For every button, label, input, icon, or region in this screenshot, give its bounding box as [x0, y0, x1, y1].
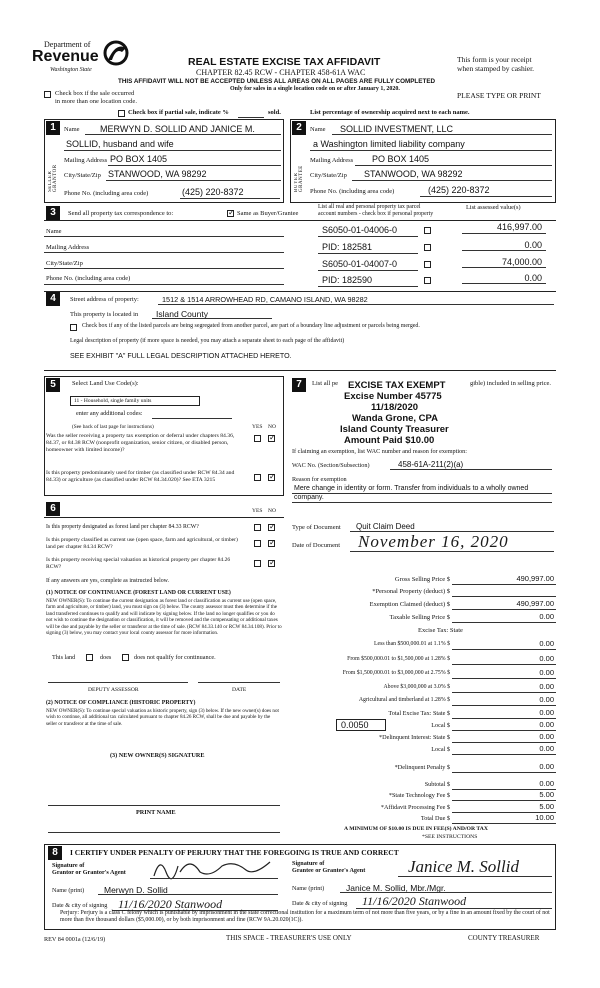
stamp-line: Island County Treasurer [340, 424, 449, 435]
dept-label: Department of [44, 40, 91, 49]
current-use-question: Is this property classified as current use (open space, farm and agricultural, or timber) land per chapter 84.34 RCW? [46, 537, 238, 550]
tax-row-label: *Delinquent Penalty $ [394, 764, 450, 771]
buyer-city-field[interactable]: STANWOOD, WA 98292 [364, 169, 463, 179]
section-8-number: 8 [48, 846, 62, 860]
buyer-name-field[interactable]: SOLLID INVESTMENT, LLC [340, 124, 454, 134]
current-use-no-checkbox[interactable] [268, 540, 275, 547]
s3-name-label: Name [46, 228, 62, 235]
parcel-id[interactable]: S6050-01-04007-0 [322, 259, 398, 269]
grantee-name-field[interactable]: Janice M. Sollid, Mbr./Mgr. [346, 883, 446, 893]
tax-row-label: From $500,000.01 to $1,500,000 at 1.28% $ [347, 656, 450, 662]
tax-row-value[interactable]: 490,997.00 [516, 574, 554, 583]
additional-codes-label: enter any additional codes: [76, 410, 143, 417]
forest-no-checkbox[interactable] [268, 524, 275, 531]
grantee-name-label: Name (print) [292, 885, 325, 892]
minimum-due-label: A MINIMUM OF $10.00 IS DUE IN FEE(S) AND/OR TAX [344, 826, 488, 832]
tax-row-value[interactable]: 0.00 [539, 732, 554, 741]
form-title: REAL ESTATE EXCISE TAX AFFIDAVIT [188, 56, 381, 68]
tax-row-value[interactable]: 0.00 [539, 612, 554, 621]
segregation-checkbox[interactable] [70, 324, 77, 331]
personal-property-checkbox[interactable] [424, 277, 431, 284]
doc-type-field[interactable]: Quit Claim Deed [356, 522, 415, 531]
parcel-id[interactable]: PID: 182590 [322, 275, 373, 285]
list-all-tail: gible) included in selling price. [470, 380, 552, 387]
local-label: Local $ [431, 722, 450, 729]
s1-phone-label: Phone No. (including area code) [64, 190, 149, 197]
tax-row-label: Taxable Selling Price $ [389, 614, 450, 621]
partial-sale-checkbox[interactable] [118, 110, 125, 117]
washington-state-label: Washington State [50, 67, 92, 73]
s2-mail-label: Mailing Address [310, 157, 354, 164]
partial-sale-label: Check box if partial sale, indicate % [128, 109, 229, 116]
s1-name-label: Name [64, 126, 80, 133]
tax-row-value[interactable]: 0.00 [539, 695, 554, 704]
tax-row-value[interactable]: 5.00 [539, 790, 554, 799]
exemption-question: Was the seller receiving a property tax exemption or deferral under chapters 84.36, 84.37, or 84.38 RCW (nonprofit organization, senior citizen, or disabled person, homeowner with limited income)? [46, 433, 235, 453]
revenue-wordmark: Revenue [32, 48, 99, 65]
buyer-grantee-label: BUYER GRANTEE [294, 165, 304, 192]
land-use-label: Select Land Use Code(s): [72, 380, 139, 387]
historic-yes-checkbox[interactable] [254, 560, 261, 567]
assessed-value[interactable]: 416,997.00 [496, 222, 542, 232]
type-print-note: PLEASE TYPE OR PRINT [457, 91, 541, 100]
send-correspondence-label: Send all property tax correspondence to: [68, 210, 174, 217]
doc-type-label: Type of Document [292, 524, 341, 531]
form-warning: THIS AFFIDAVIT WILL NOT BE ACCEPTED UNLESS ALL AREAS ON ALL PAGES ARE FULLY COMPLETED [118, 78, 436, 85]
grantee-sig-label: Signature of Grantee or Grantee's Agent [292, 860, 366, 874]
does-not-checkbox[interactable] [122, 654, 129, 661]
section-3-number: 3 [46, 206, 60, 220]
q1-no-checkbox[interactable] [268, 435, 275, 442]
parcel-id[interactable]: S6050-01-04006-0 [322, 225, 398, 235]
personal-property-checkbox[interactable] [424, 261, 431, 268]
sold-label: sold. [268, 109, 281, 116]
segregation-label: Check box if any of the listed parcels are being segregated from another parcel, are part of a boundary line adjustment or parcels being merged. [82, 323, 420, 329]
deputy-assessor-label: DEPUTY ASSESSOR [88, 687, 139, 693]
tax-row-value[interactable]: 10.00 [535, 813, 554, 822]
parcel-id[interactable]: PID: 182581 [322, 242, 373, 252]
see-instructions-label: *SEE INSTRUCTIONS [422, 834, 478, 840]
wac-label: WAC No. (Section/Subsection) [292, 462, 370, 469]
tax-row-value[interactable]: 0.00 [539, 779, 554, 788]
s2-name-label: Name [310, 126, 326, 133]
ownership-pct-label: List percentage of ownership acquired next to each name. [310, 109, 470, 116]
tax-row-value[interactable]: 490,997.00 [516, 599, 554, 608]
tax-row-label: From $1,500,000.01 to $3,000,000 at 2.75% $ [342, 670, 450, 676]
land-use-value: 11 - Household, single family units [74, 398, 152, 404]
forest-yes-checkbox[interactable] [254, 524, 261, 531]
revenue-logo-icon [102, 40, 130, 66]
receipt-note: This form is your receipt when stamped by cashier. [457, 55, 535, 73]
seller-name2-field[interactable]: SOLLID, husband and wife [66, 139, 174, 149]
this-land-label: This land [52, 654, 76, 661]
section-6-number: 6 [46, 502, 60, 516]
section-1-number: 1 [46, 121, 60, 135]
tax-row-value[interactable]: 0.00 [539, 654, 554, 663]
wac-field[interactable]: 458-61A-211(2)(a) [398, 460, 464, 469]
local-rate-value: 0.0050 [341, 720, 369, 730]
stamp-line: 11/18/2020 [371, 402, 419, 413]
street-field[interactable]: 1512 & 1514 ARROWHEAD RD, CAMANO ISLAND, WA 98282 [162, 295, 368, 304]
historic-no-checkbox[interactable] [268, 560, 275, 567]
current-use-yes-checkbox[interactable] [254, 540, 261, 547]
historic-question: Is this property receiving special valuation as historical property per chapter 84.26 RCW? [46, 557, 231, 570]
grantor-name-label: Name (print) [52, 887, 85, 894]
list-all-label: List all pe [312, 380, 338, 387]
stamp-line: Amount Paid $10.00 [344, 435, 435, 446]
revenue-logo [32, 40, 132, 80]
seller-grantor-label: SELLER GRANTOR [48, 164, 58, 192]
seller-phone-field[interactable]: (425) 220-8372 [182, 187, 244, 197]
seller-name-field[interactable]: MERWYN D. SOLLID AND JANICE M. [100, 124, 255, 134]
form-chapter: CHAPTER 82.45 RCW - CHAPTER 458-61A WAC [196, 68, 366, 77]
personal-property-checkbox[interactable] [424, 244, 431, 251]
s1-mail-label: Mailing Address [64, 157, 108, 164]
q2-no-checkbox[interactable] [268, 474, 275, 481]
s6-no-header: NO [268, 508, 276, 514]
local-rate-box[interactable] [336, 719, 386, 731]
s3-mail-label: Mailing Address [46, 244, 90, 251]
grantee-date-label: Date & city of signing [292, 900, 348, 907]
stamp-line: Excise Number 45775 [344, 391, 442, 402]
does-label: does [100, 654, 112, 661]
timber-question: Is this property predominately used for timber (as classified under RCW 84.34 and 84.33) or agriculture (as classified under RCW 84.34.020)? See ETA 3215 [46, 470, 235, 483]
grantee-signature[interactable]: Janice M. Sollid [408, 857, 519, 876]
tax-row-label: *Personal Property (deduct) $ [372, 588, 450, 595]
if-yes-label: If any answers are yes, complete as instructed below. [46, 578, 169, 584]
tax-row-value[interactable]: 0.00 [539, 744, 554, 753]
tax-row-value[interactable]: 0.00 [539, 708, 554, 717]
tax-row-value[interactable]: 0.00 [539, 668, 554, 677]
tax-row-label: Agricultural and timberland at 1.28% $ [358, 697, 450, 703]
tax-row-label: Total Excise Tax: State $ [388, 710, 450, 717]
local-value[interactable]: 0.00 [539, 720, 554, 729]
buyer-mail-field[interactable]: PO BOX 1405 [372, 154, 430, 164]
assessed-value[interactable]: 74,000.00 [501, 257, 542, 267]
s3-city-label: City/State/Zip [46, 260, 83, 267]
tax-row-value[interactable]: 0.00 [539, 639, 554, 648]
treasurer-use-label: THIS SPACE - TREASURER'S USE ONLY [226, 934, 352, 942]
personal-property-checkbox[interactable] [424, 227, 431, 234]
assessed-value[interactable]: 0.00 [524, 240, 542, 250]
assessed-header: List assessed value(s) [466, 204, 521, 211]
notice-compliance-text: NEW OWNER(S): To continue special valuation as historic property, sign (3) below. If the new owner(s) does not wish to continue, all additional tax calculated pursuant to chapter 84.26 RCW, shall be due and payable by the seller or transferor at the time of sale. [46, 708, 279, 727]
reason-field[interactable]: Mere change in identity or form. Transfer from individuals to a wholly owned company. [294, 485, 529, 501]
street-label: Street address of property: [70, 296, 139, 303]
seller-city-field[interactable]: STANWOOD, WA 98292 [108, 169, 207, 179]
s3-phone-label: Phone No. (including area code) [46, 275, 131, 282]
legal-desc-field[interactable]: SEE EXHIBIT "A" FULL LEGAL DESCRIPTION ATTACHED HERETO. [70, 352, 292, 360]
tax-row-label: Less than $500,000.01 at 1.1% $ [374, 641, 450, 647]
grantor-date-field[interactable]: 11/16/2020 Stanwood [118, 897, 223, 911]
doc-date-label: Date of Document [292, 542, 341, 549]
buyer-phone-field[interactable]: (425) 220-8372 [428, 185, 490, 195]
rev-code: REV 84 0001a (12/6/19) [44, 936, 106, 943]
tax-row-value[interactable]: 0.00 [539, 682, 554, 691]
assessed-value[interactable]: 0.00 [524, 273, 542, 283]
tax-row-label: Excise Tax: State [418, 627, 463, 634]
s5-no-header: NO [268, 424, 276, 430]
legal-desc-label: Legal description of property (if more space is needed, you may attach a separate sheet to each page of the affidavit) [70, 338, 345, 344]
land-use-select[interactable] [70, 396, 200, 406]
tax-row-label: *Delinquent Interest: State $ [379, 734, 450, 741]
perjury-text: Perjury: Perjury is a class C felony which is punishable by imprisonment in the state correctional institution for a maximum term of not more than five years, or by a fine in an amount fixed by the court of not more than five thousand dollars ($5,000.00), or by both imprisonment and fine (RCW 9A.20.020(1C)). [60, 910, 550, 924]
multi-location-label: Check box if the sale occurred in more than one location code. [55, 90, 137, 105]
doc-date-field[interactable]: November 16, 2020 [358, 532, 509, 551]
tax-row-label: *Affidavit Processing Fee $ [380, 804, 450, 811]
s5-yes-header: YES [252, 424, 263, 430]
print-name-label: PRINT NAME [136, 809, 176, 816]
form-only-for: Only for sales in a single location code on or after January 1, 2020. [230, 86, 400, 92]
tax-row-label: Exemption Claimed (deduct) $ [369, 601, 450, 608]
multi-location-checkbox[interactable] [44, 91, 51, 98]
section-2-number: 2 [292, 121, 306, 135]
section-4-number: 4 [46, 292, 60, 306]
stamp-line: EXCISE TAX EXEMPT [348, 380, 446, 391]
s1-city-label: City/State/Zip [64, 172, 101, 179]
tax-row-value[interactable]: 0.00 [539, 762, 554, 771]
q1-yes-checkbox[interactable] [254, 435, 261, 442]
notice-continuance-title: (1) NOTICE OF CONTINUANCE (FOREST LAND OR CURRENT USE) [46, 590, 231, 596]
q2-yes-checkbox[interactable] [254, 474, 261, 481]
notice-continuance-text: NEW OWNER(S): To continue the current designation as forest land or classification as current use (open space, farm and agriculture, or timber) land, you must sign on (3) below. The county assessor must then determine if the land transferred continues to qualify and will indicate by signing below. If the land no longer qualifies or you do not wish to continue the designation or classification, it will be removed and the compensating or additional taxes will be due and payable by the seller or transferor at the time of sale. (RCW 84.33.140 or RCW 84.34.108). Prior to signing (3) below, you may contact your local county assessor for more information. [46, 598, 282, 637]
county-field[interactable]: Island County [156, 309, 208, 319]
does-not-label: does not qualify for continuance. [134, 654, 216, 661]
see-back-label: (See back of last page for instructions) [72, 424, 154, 430]
s6-yes-header: YES [252, 508, 263, 514]
tax-row-label: *State Technology Fee $ [388, 792, 450, 799]
s2-phone-label: Phone No. (including area code) [310, 188, 395, 195]
tax-row-label: Total Due $ [420, 815, 450, 822]
buyer-name2-field[interactable]: a Washington limited liability company [313, 139, 465, 149]
notice-compliance-title: (2) NOTICE OF COMPLIANCE (HISTORIC PROPERTY) [46, 700, 196, 706]
tax-row-label: Above $3,000,000 at 3.0% $ [383, 684, 450, 690]
tax-row-label: Gross Selling Price $ [394, 576, 450, 583]
tax-row-label: Subtotal $ [424, 781, 450, 788]
section-7-number: 7 [292, 378, 306, 392]
grantor-date-label: Date & city of signing [52, 902, 108, 909]
does-checkbox[interactable] [86, 654, 93, 661]
s2-city-label: City/State/Zip [310, 172, 347, 179]
county-treasurer-label: COUNTY TREASURER [468, 934, 540, 942]
grantor-sig-label: Signature of Grantor or Grantor's Agent [52, 862, 126, 876]
grantor-signature[interactable] [150, 852, 280, 880]
reason-label: Reason for exemption [292, 476, 347, 483]
tax-row-label: Local $ [431, 746, 450, 753]
claim-exemption-label: If claiming an exemption, list WAC number and reason for exemption: [292, 448, 467, 455]
parcel-header: List all real and personal property tax parcel account numbers - check box if personal property [318, 204, 434, 217]
county-label: This property is located in [70, 311, 139, 318]
grantor-name-field[interactable]: Merwyn D. Sollid [104, 885, 168, 895]
tax-row-value[interactable]: 5.00 [539, 802, 554, 811]
grantee-date-field[interactable]: 11/16/2020 Stanwood [362, 894, 467, 908]
section-5-number: 5 [46, 378, 60, 392]
new-owner-signature-label: (3) NEW OWNER(S) SIGNATURE [110, 752, 205, 759]
same-as-buyer-label: Same as Buyer/Grantee [237, 210, 299, 217]
date-label: DATE [232, 687, 247, 693]
stamp-line: Wanda Grone, CPA [352, 413, 439, 424]
forest-question: Is this property designated as forest land per chapter 84.33 RCW? [46, 524, 199, 530]
seller-mail-field[interactable]: PO BOX 1405 [110, 154, 168, 164]
same-as-buyer-checkbox[interactable] [227, 210, 234, 217]
certify-label: I CERTIFY UNDER PENALTY OF PERJURY THAT THE FOREGOING IS TRUE AND CORRECT [70, 848, 399, 857]
